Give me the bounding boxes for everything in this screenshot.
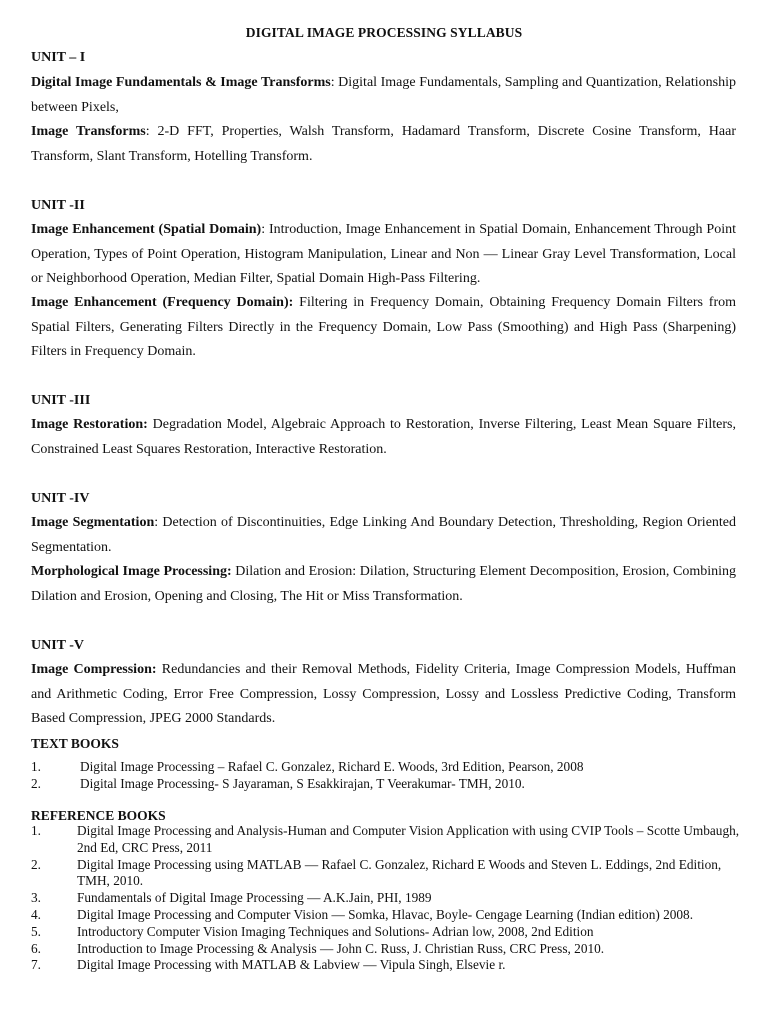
list-item: 2. Digital Image Processing using MATLAB — Rafael C. Gonzalez, Richard E Woods and Steven L. Eddings, 2nd Edition, TMH, 2010. [31, 856, 722, 889]
section-heading: Image Enhancement (Frequency Domain): [31, 295, 294, 310]
list-item: 6. Introduction to Image Processing & Analysis — John C. Russ, J. Christian Russ, CRC Press, 2010. [31, 940, 605, 956]
section-text: Redundancies and their Removal Methods, Fidelity Criteria, Image Compression Models, Huffman and Arithmetic Coding, Error Free Compression, Lossy Compression, Lossy and Lossless Predictive Coding, Transform Based Compression, JPEG 2000 Standards. [31, 662, 737, 726]
unit-1-label: UNIT – I [31, 50, 86, 65]
section-text: Detection of Discontinuities, Edge Linking And Boundary Detection, Thresholding, Region Oriented Segmentation. [31, 515, 737, 555]
section-text: Digital Image Fundamentals, Sampling and Quantization, Relationship between Pixels, [31, 75, 737, 115]
reference-books-list [31, 823, 751, 974]
list-item: 5. Introductory Computer Vision Imaging Techniques and Solutions- Adrian low, 2008, 2nd Edition [31, 923, 594, 939]
section-heading: Image Segmentation [31, 515, 155, 530]
section-heading: Image Restoration: [31, 417, 148, 432]
unit-4-section-2 [31, 560, 736, 609]
section-heading: Image Enhancement (Spatial Domain) [31, 222, 262, 237]
unit-3-section-1 [31, 413, 736, 462]
section-heading: Image Transforms [31, 124, 146, 139]
text-books-list [31, 759, 751, 793]
list-item: 4. Digital Image Processing and Computer Vision — Somka, Hlavac, Boyle- Cengage Learning (Indian edition) 2008. [31, 906, 694, 922]
unit-2-section-2 [31, 291, 736, 365]
list-item: 7. Digital Image Processing with MATLAB & Labview — Vipula Singh, Elsevie r. [31, 957, 506, 973]
unit-5-label: UNIT -V [31, 638, 85, 653]
unit-3-label: UNIT -III [31, 393, 91, 408]
unit-1-section-1: Digital Image Fundamentals & Image Transforms: Digital Image Fundamentals, Sampling and Quantization, Relationship between Pixels, [31, 75, 737, 115]
unit-1-section-2: Image Transforms: 2-D FFT, Properties, Walsh Transform, Hadamard Transform, Discrete Cosine Transform, Haar Transform, Slant Transform, Hotelling Transform. [31, 124, 737, 164]
section-heading: Digital Image Fundamentals & Image Transforms [31, 75, 331, 90]
list-item: 1. Digital Image Processing – Rafael C. Gonzalez, Richard E. Woods, 3rd Edition, Pearson, 2008 [31, 759, 584, 774]
list-item: 1. Digital Image Processing and Analysis-Human and Computer Vision Application with using CVIP Tools – Scotte Umbaugh, 2nd Ed, CRC Press, 2011 [31, 823, 740, 855]
unit-4-section-1: Image Segmentation: Detection of Discontinuities, Edge Linking And Boundary Detection, Thresholding, Region Oriented Segmentation. [31, 515, 737, 555]
section-text: Introduction, Image Enhancement in Spatial Domain, Enhancement Through Point Operation, Types of Point Operation, Histogram Manipulation, Linear and Non — Linear Gray Level Transformation, Local or Neighborhood Operation, Median Filter, Spatial Domain High-Pass Filtering. [31, 222, 736, 286]
section-text: 2-D FFT, Properties, Walsh Transform, Hadamard Transform, Discrete Cosine Transform, Haar Transform, Slant Transform, Hotelling Transform. [31, 124, 737, 164]
unit-4-label: UNIT -IV [31, 491, 90, 506]
section-heading: Morphological Image Processing: [31, 564, 232, 579]
page-title: DIGITAL IMAGE PROCESSING SYLLABUS [245, 25, 523, 40]
list-item: 2. Digital Image Processing- S Jayaraman, S Esakkirajan, T Veerakumar- TMH, 2010. [31, 775, 525, 791]
unit-5-section-1 [31, 658, 736, 732]
section-heading: Image Compression: [31, 662, 157, 677]
section-text: Dilation and Erosion: Dilation, Structuring Element Decomposition, Erosion, Combining Dilation and Erosion, Opening and Closing, The Hit or Miss Transformation. [31, 564, 737, 604]
unit-2-section-1: Image Enhancement (Spatial Domain): Introduction, Image Enhancement in Spatial Domain, Enhancement Through Point Operation, Types of Point Operation, Histogram Manipulation, Linear and Non — Linear Gray Level Transformation, Local or Neighborhood Operation, Median Filter, Spatial Domain High-Pass Filtering. [31, 222, 736, 286]
text-books-heading: TEXT BOOKS [31, 736, 119, 751]
unit-2-label: UNIT -II [31, 198, 85, 213]
list-item: 3. Fundamentals of Digital Image Processing — A.K.Jain, PHI, 1989 [31, 890, 432, 906]
reference-books-heading: REFERENCE BOOKS [31, 808, 166, 823]
section-text: Filtering in Frequency Domain, Obtaining Frequency Domain Filters from Spatial Filters, Generating Filters Directly in the Frequency Domain, Low Pass (Smoothing) and High Pass (Sharpening) Filters in Frequency Domain. [31, 295, 736, 359]
section-text: Degradation Model, Algebraic Approach to Restoration, Inverse Filtering, Least Mean Square Filters, Constrained Least Squares Restoration, Interactive Restoration. [31, 417, 736, 457]
